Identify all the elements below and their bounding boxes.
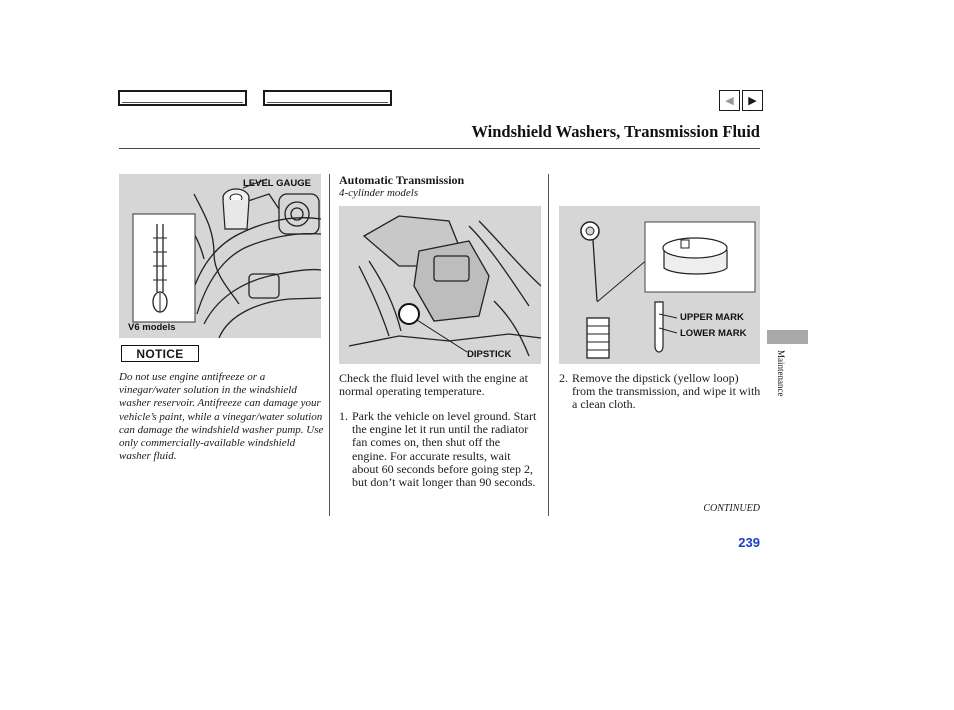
page-title: Windshield Washers, Transmission Fluid [471, 122, 760, 141]
intro-text: Check the fluid level with the engine at normal operating temperature. [339, 371, 528, 399]
left-triangle-icon: ◀ [725, 94, 734, 107]
upper-mark-label: UPPER MARK [680, 312, 744, 323]
next-page-button[interactable] [742, 90, 763, 111]
notice-text: Do not use engine antifreeze or a vinegar/water solution in the windshield washer reservoir. Antifreeze can damage your vehicle’s paint, while a vinegar/water solution can damage the windshield washer pump. Use only commercially-available windshield washer fluid. [119, 371, 324, 463]
header-rule [119, 148, 760, 149]
engine-bay-illustration [119, 174, 321, 338]
column-divider-1 [329, 174, 330, 516]
step-number: 1. [339, 409, 348, 423]
transmission-illustration [339, 206, 541, 364]
step-text: Park the vehicle on level ground. Start the engine let it run until the radiator fan comes on, then shut off the engine. For accurate results, wait about 60 seconds before going step 2, but don’t wait longer than 90 seconds. [352, 409, 537, 490]
level-gauge-label: LEVEL GAUGE [243, 178, 311, 189]
step-2 [559, 372, 761, 414]
column-divider-2 [548, 174, 549, 516]
nav-link-box-1[interactable] [118, 90, 247, 106]
continued-label: CONTINUED [703, 503, 760, 514]
dipstick-marks-figure [559, 206, 760, 364]
dipstick-location-figure [339, 206, 541, 364]
notice-badge: NOTICE [121, 345, 199, 362]
washer-reservoir-figure [119, 174, 321, 338]
page-number: 239 [738, 535, 760, 550]
section-subheading: 4-cylinder models [339, 187, 419, 199]
nav-link-box-2[interactable] [263, 90, 392, 106]
section-heading: Automatic Transmission [339, 173, 465, 187]
step-number: 2. [559, 371, 568, 385]
right-triangle-icon: ▶ [748, 94, 757, 107]
section-tab-label: Maintenance [776, 350, 786, 397]
dipstick-illustration [559, 206, 760, 364]
section-tab[interactable] [767, 330, 808, 344]
v6-models-label: V6 models [128, 322, 176, 333]
dipstick-label: DIPSTICK [467, 349, 512, 360]
step-text: Remove the dipstick (yellow loop) from the transmission, and wipe it with a clean cloth. [572, 371, 761, 412]
lower-mark-label: LOWER MARK [680, 328, 747, 339]
step-1 [339, 410, 541, 504]
prev-page-button[interactable] [719, 90, 740, 111]
